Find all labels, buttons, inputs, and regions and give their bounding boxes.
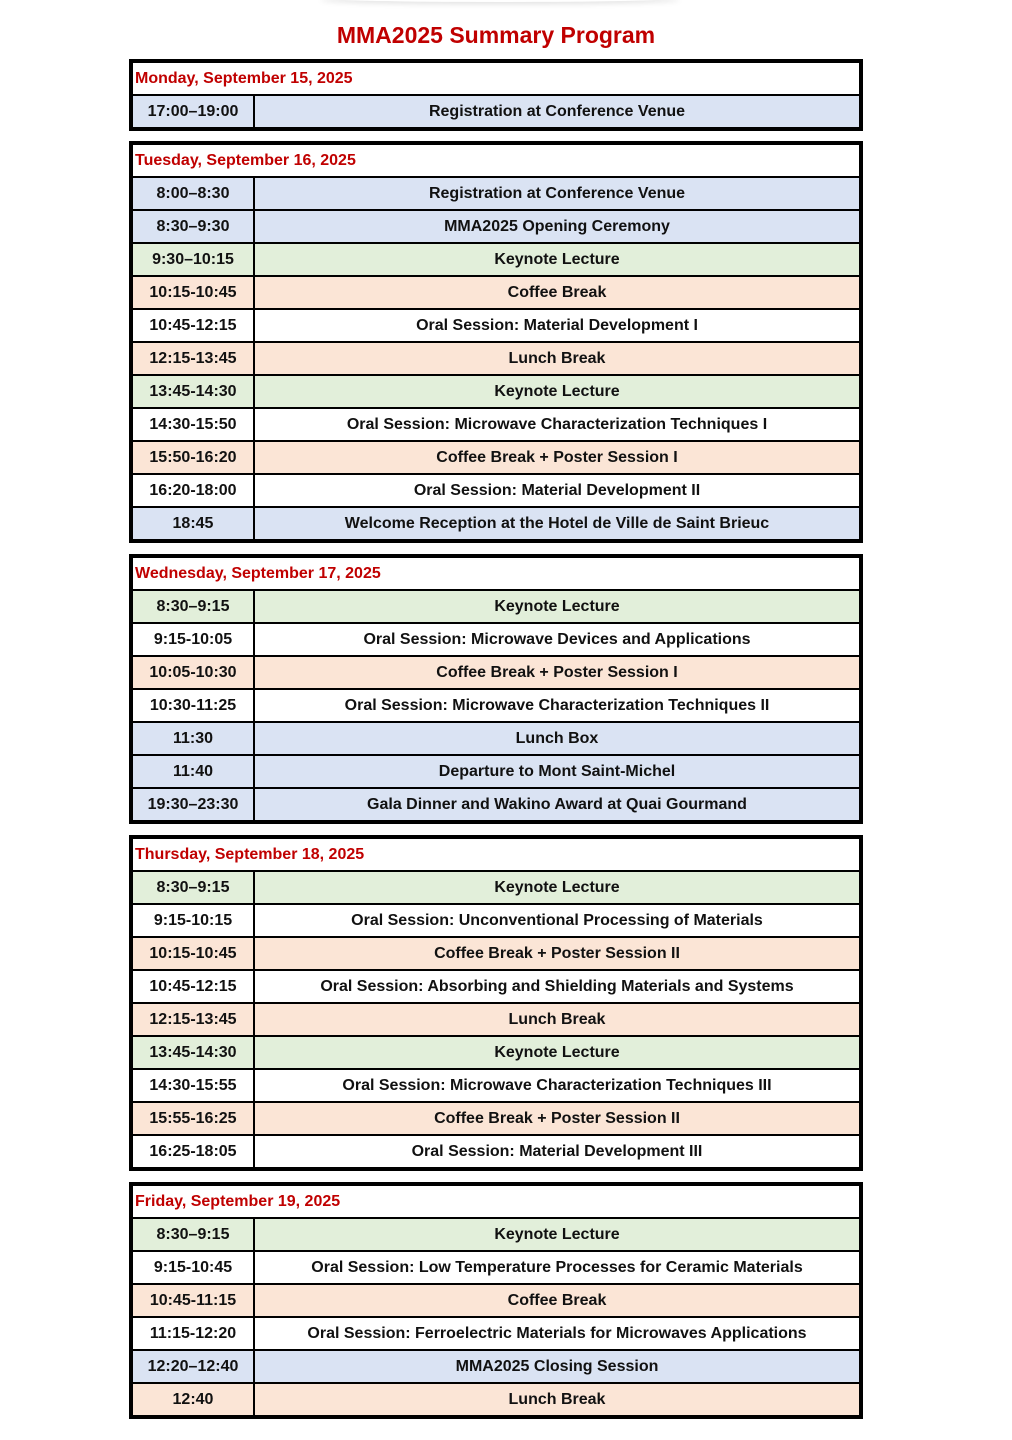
top-shadow — [320, 0, 680, 2]
time-cell: 9:15-10:15 — [133, 905, 255, 936]
event-cell: Coffee Break + Poster Session I — [436, 663, 678, 681]
time-cell: 12:20–12:40 — [133, 1351, 255, 1382]
schedule-row — [133, 1219, 859, 1252]
time-cell: 10:45-11:15 — [133, 1285, 255, 1316]
time-cell: 16:20-18:00 — [133, 475, 255, 506]
event-cell: Coffee Break + Poster Session II — [434, 944, 680, 962]
schedule-row — [133, 756, 859, 789]
time-cell: 13:45-14:30 — [133, 376, 255, 407]
day-table — [129, 835, 863, 1171]
event-cell: Oral Session: Material Development I — [416, 316, 698, 334]
time-cell: 10:05-10:30 — [133, 657, 255, 688]
event-cell: Lunch Box — [515, 729, 599, 747]
schedule-row — [133, 938, 859, 971]
day-header: Tuesday, September 16, 2025 — [133, 145, 859, 178]
schedule-row — [133, 1037, 859, 1070]
time-cell: 10:15-10:45 — [133, 938, 255, 969]
time-cell: 11:40 — [133, 756, 255, 787]
event-cell: Oral Session: Microwave Characterization Techniques I — [346, 415, 768, 433]
event-cell: Lunch Break — [508, 349, 606, 367]
schedule-row — [133, 178, 859, 211]
event-cell: Oral Session: Absorbing and Shielding Materials and Systems — [320, 977, 794, 995]
time-cell: 19:30–23:30 — [133, 789, 255, 820]
day-table — [129, 1182, 863, 1419]
time-cell: 14:30-15:50 — [133, 409, 255, 440]
schedule-row — [133, 1136, 859, 1167]
event-cell: Coffee Break + Poster Session II — [434, 1109, 680, 1127]
schedule-row — [133, 310, 859, 343]
time-cell: 8:30–9:15 — [133, 1219, 255, 1250]
schedule-row — [133, 508, 859, 539]
event-cell: Registration at Conference Venue — [428, 184, 686, 202]
time-cell: 12:40 — [133, 1384, 255, 1415]
day-header: Thursday, September 18, 2025 — [133, 839, 859, 872]
time-cell: 10:15-10:45 — [133, 277, 255, 308]
time-cell: 12:15-13:45 — [133, 1004, 255, 1035]
schedule-row — [133, 1285, 859, 1318]
event-cell: Welcome Reception at the Hotel de Ville de Saint Brieuc — [344, 514, 770, 532]
event-cell: Keynote Lecture — [494, 1225, 620, 1243]
time-cell: 14:30-15:55 — [133, 1070, 255, 1101]
event-cell: Coffee Break + Poster Session I — [436, 448, 678, 466]
time-cell: 9:15-10:05 — [133, 624, 255, 655]
time-cell: 8:00–8:30 — [133, 178, 255, 209]
day-header: Monday, September 15, 2025 — [133, 63, 859, 96]
event-cell: Oral Session: Material Development III — [411, 1142, 703, 1160]
page-title: MMA2025 Summary Program — [336, 22, 656, 48]
schedule-row — [133, 872, 859, 905]
schedule-row — [133, 723, 859, 756]
event-cell: Keynote Lecture — [494, 382, 620, 400]
event-cell: Gala Dinner and Wakino Award at Quai Gourmand — [367, 795, 747, 813]
schedule-row — [133, 244, 859, 277]
schedule-row — [133, 343, 859, 376]
schedule-row — [133, 624, 859, 657]
schedule-row — [133, 971, 859, 1004]
time-cell: 17:00–19:00 — [133, 96, 255, 127]
day-header: Wednesday, September 17, 2025 — [133, 558, 859, 591]
day-table — [129, 554, 863, 824]
schedule-row — [133, 475, 859, 508]
schedule-row — [133, 409, 859, 442]
schedule-row — [133, 277, 859, 310]
schedule-row — [133, 1070, 859, 1103]
schedule-row — [133, 376, 859, 409]
event-cell: MMA2025 Opening Ceremony — [444, 217, 670, 235]
schedule-row — [133, 1252, 859, 1285]
schedule-row — [133, 789, 859, 820]
schedule-row — [133, 211, 859, 244]
time-cell: 15:55-16:25 — [133, 1103, 255, 1134]
event-cell: Oral Session: Microwave Devices and Applications — [363, 630, 751, 648]
time-cell: 10:30-11:25 — [133, 690, 255, 721]
day-table — [129, 59, 863, 131]
schedule-row — [133, 1351, 859, 1384]
event-cell: Oral Session: Microwave Characterization Techniques II — [344, 696, 770, 714]
event-cell: MMA2025 Closing Session — [455, 1357, 659, 1375]
event-cell: Coffee Break — [507, 1291, 607, 1309]
schedule-row — [133, 96, 859, 127]
schedule-row — [133, 442, 859, 475]
time-cell: 10:45-12:15 — [133, 310, 255, 341]
schedule-row — [133, 591, 859, 624]
event-cell: Oral Session: Unconventional Processing of Materials — [351, 911, 763, 929]
event-cell: Lunch Break — [508, 1390, 606, 1408]
time-cell: 9:30–10:15 — [133, 244, 255, 275]
event-cell: Oral Session: Low Temperature Processes for Ceramic Materials — [311, 1258, 803, 1276]
day-header: Friday, September 19, 2025 — [133, 1186, 859, 1219]
event-cell: Keynote Lecture — [494, 250, 620, 268]
schedule-row — [133, 690, 859, 723]
event-cell: Keynote Lecture — [494, 1043, 620, 1061]
time-cell: 12:15-13:45 — [133, 343, 255, 374]
time-cell: 8:30–9:30 — [133, 211, 255, 242]
time-cell: 8:30–9:15 — [133, 872, 255, 903]
time-cell: 13:45-14:30 — [133, 1037, 255, 1068]
event-cell: Keynote Lecture — [494, 878, 620, 896]
schedule-row — [133, 905, 859, 938]
event-cell: Lunch Break — [508, 1010, 606, 1028]
time-cell: 16:25-18:05 — [133, 1136, 255, 1167]
time-cell: 9:15-10:45 — [133, 1252, 255, 1283]
schedule-row — [133, 1384, 859, 1415]
time-cell: 18:45 — [133, 508, 255, 539]
event-cell: Coffee Break — [507, 283, 607, 301]
schedule-row — [133, 1318, 859, 1351]
event-cell: Oral Session: Ferroelectric Materials for Microwaves Applications — [307, 1324, 807, 1342]
time-cell: 11:30 — [133, 723, 255, 754]
event-cell: Oral Session: Material Development II — [413, 481, 701, 499]
time-cell: 15:50-16:20 — [133, 442, 255, 473]
event-cell: Keynote Lecture — [494, 597, 620, 615]
schedule-row — [133, 1004, 859, 1037]
schedule-row — [133, 657, 859, 690]
day-table — [129, 141, 863, 543]
time-cell: 10:45-12:15 — [133, 971, 255, 1002]
time-cell: 8:30–9:15 — [133, 591, 255, 622]
time-cell: 11:15-12:20 — [133, 1318, 255, 1349]
schedule-row — [133, 1103, 859, 1136]
event-cell: Registration at Conference Venue — [428, 102, 686, 120]
event-cell: Departure to Mont Saint-Michel — [438, 762, 676, 780]
event-cell: Oral Session: Microwave Characterization Techniques III — [342, 1076, 772, 1094]
